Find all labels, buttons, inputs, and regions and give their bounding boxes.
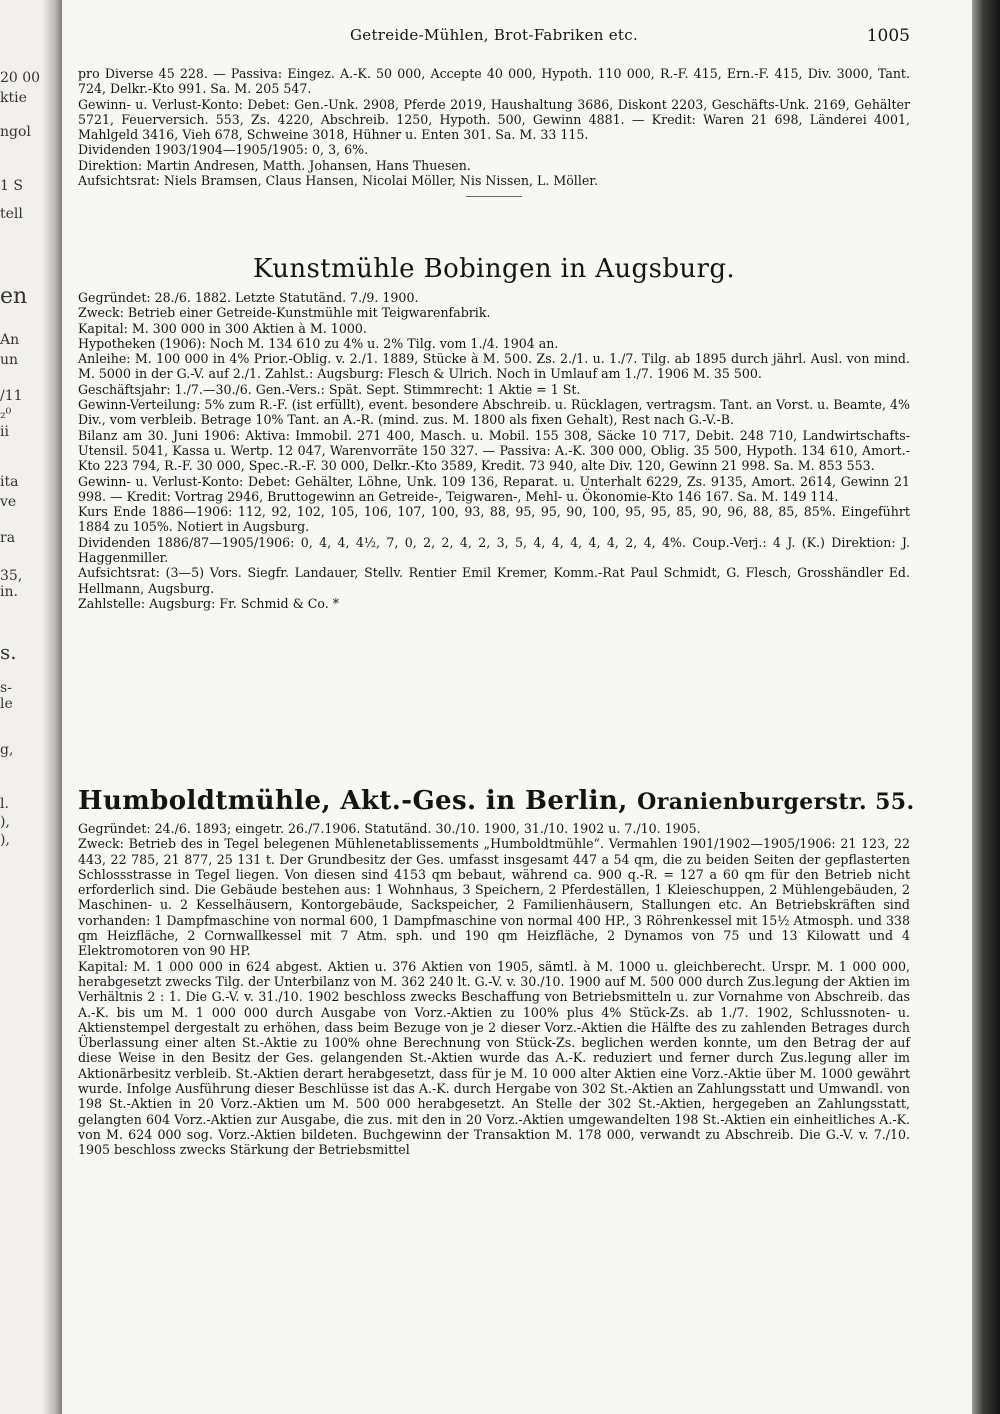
entry-paragraph: Gegründet: 28./6. 1882. Letzte Statutänd. 7./9. 1900. (78, 290, 419, 305)
entry-paragraph: Kurs Ende 1886—1906: 112, 92, 102, 105, 106, 107, 100, 93, 88, 95, 95, 90, 100, 95, 95, 85, 90, 96, 88, 85, 85%. Eingeführt 1884 zu 105%. Notiert in Augsburg. (78, 504, 910, 535)
entry-paragraph: Zweck: Betrieb des in Tegel belegenen Mühlenetablissements „Humboldtmühle“. Vermahlen 1901/1902—1905/1906: 21 123, 22 443, 22 785, 21 877, 25 131 t. Der Grundbesitz der Ges. umfasst insgesamt 447 a 54 qm, die zu beiden Seiten der gepflasterten Schlossstrasse in Tegel liegen. Von diesen sind 4153 qm bebaut, während ca. 900 q.-R. = 127 a 60 qm für den Betrieb nicht erforderlich sind. Die Gebäude bestehen aus: 1 Wohnhaus, 3 Speichern, 2 Pferdeställen, 1 Kleieschuppen, 2 Mühlengebäuden, 2 Maschinen- u. 2 Kesselhäusern, Kontorgebäude, Sackspeicher, 2 Familienhäusern, Stallungen etc. An Betriebskräften sind vorhanden: 1 Dampfmaschine von normal 600, 1 Dampfmaschine von normal 400 HP., 3 Röhrenkessel mit 15½ Atmosph. und 338 qm Heizfläche, 2 Cornwallkessel mit 7 Atm. sph. und 190 qm Heizfläche, 2 Dynamos von 75 und 13 Kilowatt und 4 Elektromotoren von 90 HP. (78, 836, 910, 959)
entry-humboldtmuehle (78, 784, 915, 1158)
page-number: 1005 (866, 26, 910, 46)
gutter-fragment: en (0, 288, 28, 305)
prev-paragraph: Direktion: Martin Andresen, Matth. Johansen, Hans Thuesen. (78, 157, 471, 173)
entry-title (78, 784, 915, 819)
gutter-fragment: ra (0, 530, 16, 546)
entry-paragraph: Zweck: Betrieb einer Getreide-Kunstmühle mit Teigwarenfabrik. (78, 305, 491, 321)
entry-paragraph: Zahlstelle: Augsburg: Fr. Schmid & Co. * (78, 595, 340, 611)
running-title: Getreide-Mühlen, Brot-Fabriken etc. (349, 26, 639, 44)
gutter-fragment: ii (0, 424, 9, 440)
scan-edge-shadow (972, 0, 1000, 1414)
gutter-fragment: s- (0, 680, 12, 696)
entry-paragraph: Anleihe: M. 100 000 in 4% Prior.-Oblig. v. 2./1. 1889, Stücke à M. 500. Zs. 2./1. u. 1./7. Tilg. ab 1895 durch jährl. Ausl. von mind. M. 5000 in der G.-V. auf 2./1. Zahlst.: Augsburg: Flesch & Ulrich. Noch in Umlauf am 1./7. 1906 M. 35 500. (78, 351, 910, 382)
gutter-fragment: ₂⁰ (0, 406, 12, 422)
prev-paragraph: Aufsichtsrat: Niels Bramsen, Claus Hansen, Nicolai Möller, Nis Nissen, L. Möller. (78, 173, 598, 189)
gutter-fragment: s. (0, 644, 17, 661)
entry-paragraph: Gegründet: 24./6. 1893; eingetr. 26./7.1906. Statutänd. 30./10. 1900, 31./10. 1902 u. 7./10. 1905. (78, 821, 701, 836)
gutter-fragment: 35, (0, 568, 23, 584)
gutter-fragment: ita (0, 474, 19, 490)
gutter-fragment: 1 S (0, 178, 23, 194)
gutter-fragment: ngol (0, 124, 31, 140)
gutter-fragment: in. (0, 584, 18, 600)
entry-title-name: Humboldtmühle, Akt.-Ges. in Berlin, (78, 786, 628, 816)
entry-paragraph: Bilanz am 30. Juni 1906: Aktiva: Immobil. 271 400, Masch. u. Mobil. 155 308, Säcke 10 717, Debit. 248 710, Landwirtschafts-Utensil. 5041, Kassa u. Wertp. 12 047, Warenvorräte 150 327. — Passiva: A.-K. 300 000, Oblig. 35 500, Hypoth. 134 610, Amort.-Kto 223 794, R.-F. 30 000, Spec.-R.-F. 30 000, Delkr.-Kto 3589, Kredit. 73 940, alte Div. 120, Gewinn 21 998. Sa. M. 853 553. (78, 427, 910, 474)
gutter-fragment: un (0, 352, 19, 368)
entry-paragraph: Gewinn-Verteilung: 5% zum R.-F. (ist erfüllt), event. besondere Abschreib. u. Rücklagen, vertragsm. Tant. an Vorst. u. Beamte, 4% Div., vom verbleib. Betrage 10% Tant. an A.-R. (mind. zus. M. 1800 als fixen Gehalt), Rest nach G.-V.-B. (78, 397, 910, 428)
prev-paragraph: Gewinn- u. Verlust-Konto: Debet: Gen.-Unk. 2908, Pferde 2019, Haushaltung 3686, Diskont 2203, Geschäfts-Unk. 2169, Gehälter 5721, Feuerversich. 553, Zs. 4220, Abschreib. 1250, Hypoth. 500, Gewinn 4881. — Kredit: Waren 21 698, Länderei 4001, Mahlgeld 3416, Vieh 678, Schweine 3018, Hühner u. Enten 301. Sa. M. 33 115. (78, 96, 910, 143)
entry-paragraph: Dividenden 1886/87—1905/1906: 0, 4, 4, 4½, 7, 0, 2, 2, 4, 2, 3, 5, 4, 4, 4, 4, 4, 2, 4, 4%. Coup.-Verj.: 4 J. (K.) Direktion: J. Haggenmiller. (78, 534, 910, 566)
gutter-fragment: tell (0, 206, 23, 222)
gutter-fragment: l. (0, 796, 9, 812)
gutter-fragment: g, (0, 742, 14, 758)
gutter-fragment: ktie (0, 90, 27, 106)
gutter-fragment: le (0, 696, 13, 712)
entry-paragraph: Gewinn- u. Verlust-Konto: Debet: Gehälter, Löhne, Unk. 109 136, Reparat. u. Unterhalt 6229, Zs. 9135, Amort. 2614, Gewinn 21 998. — Kredit: Vortrag 2946, Bruttogewinn an Getreide-, Teigwaren-, Mehl- u. Ökonomie-Kto 146 167. Sa. M. 149 114. (78, 473, 910, 504)
gutter-fragment: ve (0, 494, 17, 510)
book-page (62, 0, 972, 1414)
entry-kunstmuehle-bobingen (78, 252, 910, 611)
entry-paragraph: Kapital: M. 300 000 in 300 Aktien à M. 1000. (78, 320, 367, 336)
gutter-fragment: ), (0, 832, 10, 848)
prev-paragraph: Dividenden 1903/1904—1905/1905: 0, 3, 6%. (78, 142, 369, 158)
running-head (78, 26, 910, 48)
gutter-fragment: 20 00 (0, 70, 40, 86)
entry-title-address: Oranienburgerstr. 55. (637, 789, 915, 815)
binding-shadow (42, 0, 64, 1414)
entry-title: Kunstmühle Bobingen in Augsburg. (252, 254, 736, 284)
prev-paragraph: pro Diverse 45 228. — Passiva: Eingez. A.-K. 50 000, Accepte 40 000, Hypoth. 110 000, R.-F. 415, Ern.-F. 415, Div. 3000, Tant. 724, Delkr.-Kto 991. Sa. M. 205 547. (78, 66, 910, 97)
gutter-fragment: /11 (0, 388, 23, 404)
gutter-fragment: ), (0, 814, 10, 830)
section-divider (466, 196, 522, 197)
entry-paragraph: Aufsichtsrat: (3—5) Vors. Siegfr. Landauer, Stellv. Rentier Emil Kremer, Komm.-Rat Paul Schmidt, G. Flesch, Grosshändler Ed. Hellmann, Augsburg. (78, 565, 910, 596)
gutter-fragment: An (0, 332, 20, 348)
entry-paragraph: Geschäftsjahr: 1./7.—30./6. Gen.-Vers.: Spät. Sept. Stimmrecht: 1 Aktie = 1 St. (78, 381, 581, 397)
entry-paragraph: Kapital: M. 1 000 000 in 624 abgest. Aktien u. 376 Aktien von 1905, sämtl. à M. 1000 u. gleichberecht. Urspr. M. 1 000 000, herabgesetzt zwecks Tilg. der Unterbilanz von M. 362 240 lt. G.-V. v. 30./10. 1900 auf M. 500 000 durch Zus.legung der Aktien im Verhältnis 2 : 1. Die G.-V. v. 31./10. 1902 beschloss zwecks Beschaffung von Betriebsmitteln u. zur Vornahme von Abschreib. das A.-K. bis um M. 1 000 000 durch Ausgabe von Vorz.-Aktien zu 100% plus 4% Stück-Zs. ab 1./7. 1902, Schlussnoten- u. Aktienstempel dergestalt zu erhöhen, dass beim Bezuge von je 2 dieser Vorz.-Aktien die Hälfte des zu zahlenden Betrages durch Überlassung einer alten St.-Aktie zu 100% ohne Berechnung von Stück-Zs. beglichen werden konnte, um den Betrag der auf diese Weise in den Besitz der Ges. gelangenden St.-Aktien wurde das A.-K. reduziert und ferner durch Zus.legung aller im Aktionärbesitz verbleib. St.-Aktien derart herabgesetzt, dass für je M. 10 000 alter Aktien eine Vorz.-Aktie über M. 1000 gewährt wurde. Infolge Ausführung dieser Beschlüsse ist das A.-K. durch Hergabe von 302 St.-Aktien an Zahlungsstatt und Umwandl. von 198 St.-Aktien in 20 Vorz.-Aktien um M. 500 000 herabgesetzt. An Stelle der 302 St.-Aktien, hergegeben an Zahlungsstatt, gelangten 604 Vorz.-Aktien zur Ausgabe, die zus. mit den in 20 Vorz.-Aktien umgewandelten 198 St.-Aktien ein einheitliches A.-K. von M. 624 000 sog. Vorz.-Aktien bildeten. Buchgewinn der Transaktion M. 178 000, verwandt zu Abschreib. Die G.-V. v. 7./10. 1905 beschloss zwecks Stärkung der Betriebsmittel (78, 958, 910, 1158)
entry-paragraph: Hypotheken (1906): Noch M. 134 610 zu 4% u. 2% Tilg. vom 1./4. 1904 an. (78, 335, 559, 351)
previous-entry-continuation (78, 66, 910, 197)
